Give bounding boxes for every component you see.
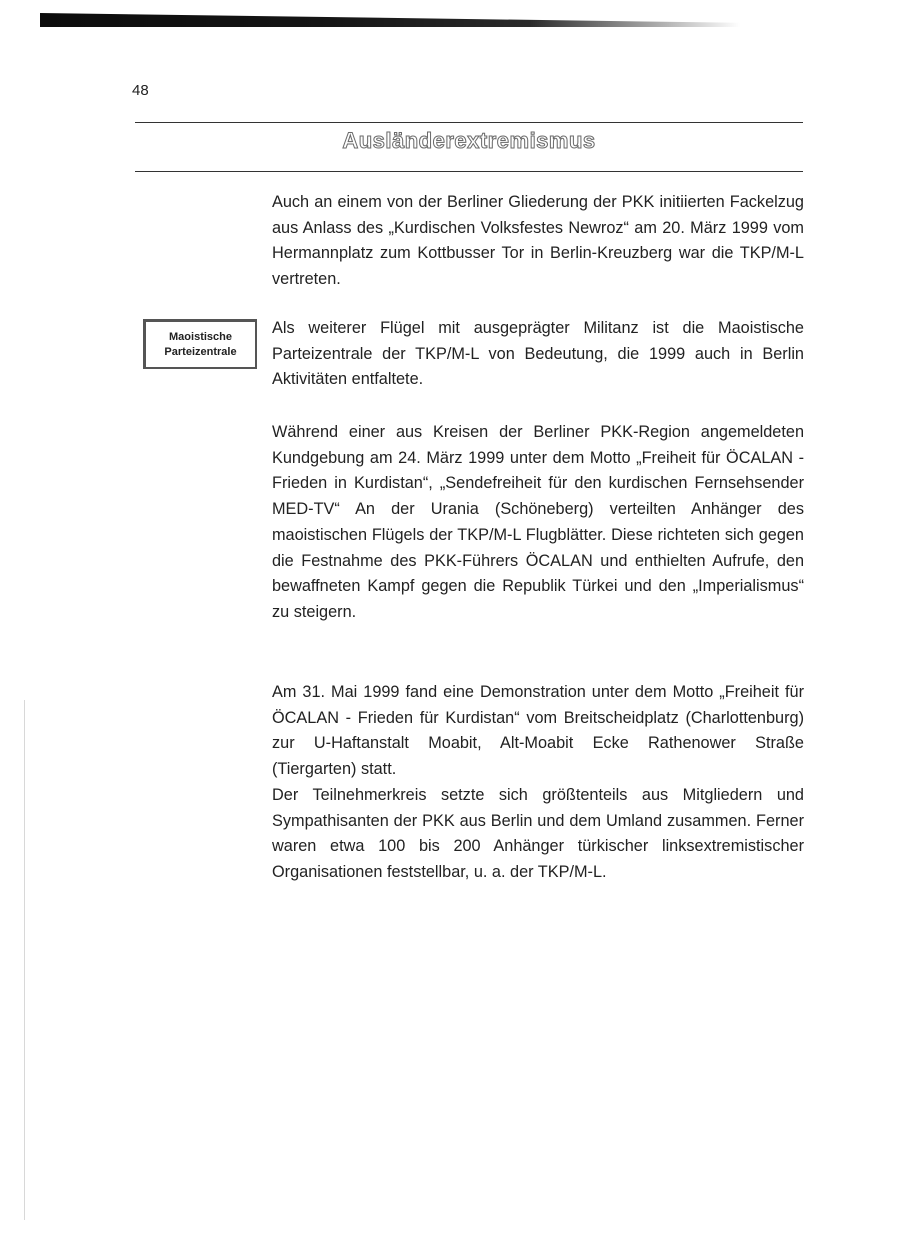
margin-note-line-2: Parteizentrale bbox=[164, 345, 237, 358]
paragraph-teilnehmerkreis: Der Teilnehmerkreis setzte sich größtenteils aus Mitgliedern und Sympathisanten der PKK aus Berlin und dem Umland zusammen. Ferner waren etwa 100 bis 200 Anhänger türkischer linksextremistischer Organisationen feststellbar, u. a. der TKP/M-L. bbox=[272, 786, 804, 882]
top-scan-bar bbox=[40, 13, 740, 27]
header-rule-top bbox=[135, 122, 803, 123]
paragraph-maoistische-parteizentrale: Als weiterer Flügel mit ausgeprägter Militanz ist die Maoistische Parteizentrale der TKP/M-L von Bedeutung, die 1999 auch in Berlin Aktivitäten entfaltete. bbox=[272, 319, 804, 389]
page-number: 48 bbox=[132, 82, 149, 99]
paragraph-kundgebung: Während einer aus Kreisen der Berliner PKK-Region angemeldeten Kundgebung am 24. März 1999 unter dem Motto „Freiheit für ÖCALAN - Frieden in Kurdistan“, „Sendefreiheit für den kurdischen Fernsehsender MED-TV“ An der Urania (Schöneberg) verteilten Anhänger des maoistischen Flügels der TKP/M-L Flugblätter. Diese richteten sich gegen die Festnahme des PKK-Führers ÖCALAN und enthielten Aufrufe, den bewaffneten Kampf gegen die Republik Türkei und den „Imperialismus“ zu steigern. bbox=[272, 423, 804, 621]
scan-margin-line bbox=[24, 700, 25, 1220]
margin-note-box bbox=[143, 319, 257, 369]
paragraph-demonstration: Am 31. Mai 1999 fand eine Demonstration unter dem Motto „Freiheit für ÖCALAN - Frieden für Kurdistan“ vom Breitscheidplatz (Charlottenburg) zur U-Haftanstalt Moabit, Alt-Moabit Ecke Rathenower Straße (Tiergarten) statt. bbox=[272, 683, 804, 779]
header-rule-bottom bbox=[135, 171, 803, 172]
section-title: Ausländerextremismus bbox=[342, 128, 596, 153]
margin-note-line-1: Maoistische bbox=[169, 330, 232, 343]
paragraph-fackelzug: Auch an einem von der Berliner Gliederung der PKK initiierten Fackelzug aus Anlass des „Kurdischen Volksfestes Newroz“ am 20. März 1999 vom Hermannplatz zum Kottbusser Tor in Berlin-Kreuzberg war die TKP/M-L vertreten. bbox=[272, 193, 804, 289]
